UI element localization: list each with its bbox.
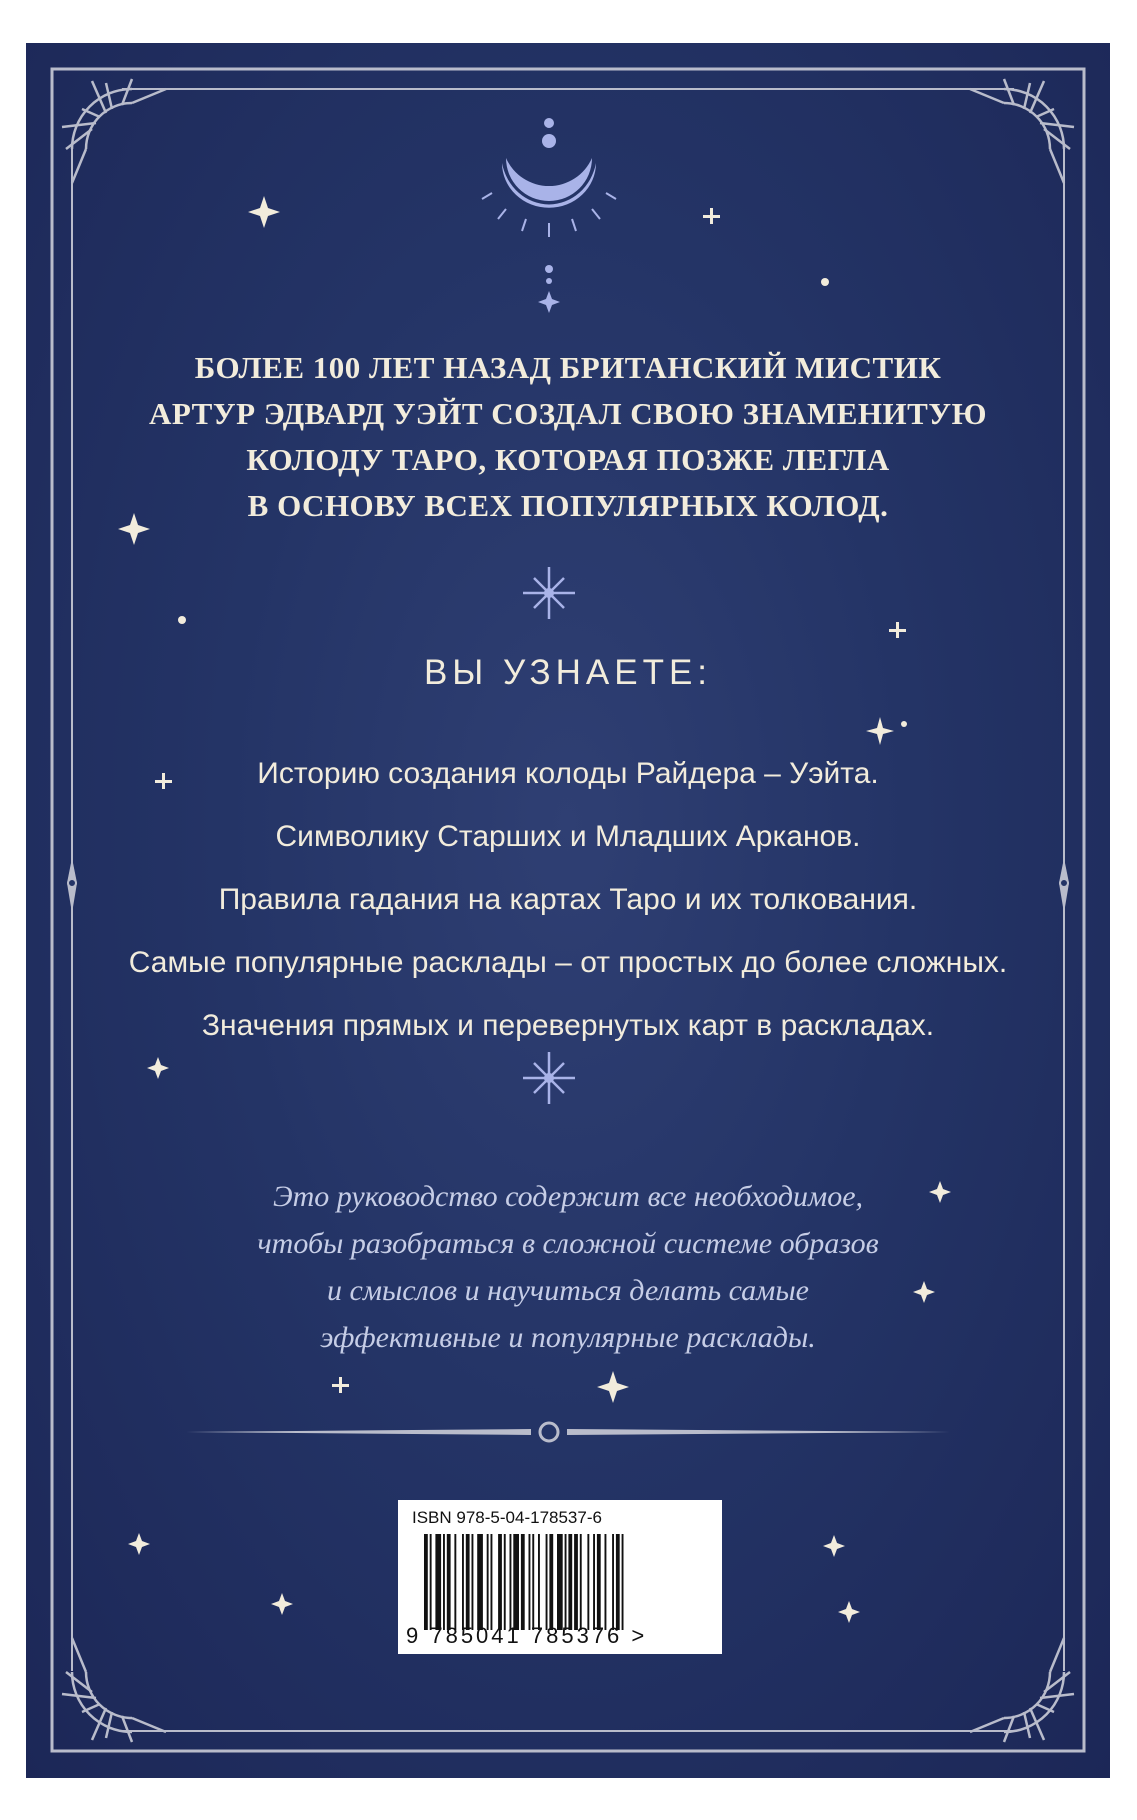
barcode-bar: [612, 1534, 614, 1630]
outro-paragraph: [26, 1173, 1110, 1361]
barcode-digits: 9 785041 785376 >: [406, 1623, 648, 1648]
corner-sunburst-bottom-right: [970, 1638, 1074, 1742]
book-back-cover: [26, 43, 1110, 1778]
divider-ornament: [186, 1423, 950, 1441]
list-item: Правила гадания на картах Таро и их толкования.: [218, 883, 918, 916]
section-heading: ВЫ УЗНАЕТЕ:: [423, 653, 713, 692]
barcode-bar: [491, 1534, 493, 1630]
corner-sunburst-top-right: [970, 79, 1074, 183]
outro-line: чтобы разобраться в сложной системе образов: [257, 1227, 879, 1260]
sparkle-star-icon: [597, 1371, 629, 1403]
barcode-bar: [546, 1534, 548, 1630]
barcode-bar: [443, 1534, 445, 1630]
barcode-bar: [622, 1534, 624, 1630]
list-item: Историю создания колоды Райдера – Уэйта.: [257, 757, 879, 790]
barcode-bar: [574, 1534, 578, 1630]
list-item: Самые популярные расклады – от простых до более сложных.: [128, 946, 1008, 979]
sparkle-star-icon: [866, 717, 894, 745]
dot-star-icon: [901, 721, 907, 727]
intro-line: АРТУР ЭДВАРД УЭЙТ СОЗДАЛ СВОЮ ЗНАМЕНИТУЮ: [148, 396, 987, 431]
outro-line: эффективные и популярные расклады.: [320, 1321, 816, 1354]
barcode-bar: [529, 1534, 531, 1630]
sparkle-star-icon: [248, 196, 280, 228]
corner-sunburst-bottom-left: [62, 1638, 166, 1742]
barcode-bar: [549, 1534, 553, 1630]
barcode-bar: [568, 1534, 572, 1630]
barcode-bar: [447, 1534, 451, 1630]
barcode-bar: [510, 1534, 512, 1630]
barcode-bar: [597, 1534, 601, 1630]
barcode-icon: [424, 1534, 694, 1630]
intro-paragraph: [26, 345, 1110, 529]
intro-line: БОЛЕЕ 100 ЛЕТ НАЗАД БРИТАНСКИЙ МИСТИК: [194, 350, 942, 385]
sparkle-star-icon: [823, 1535, 845, 1557]
barcode-bar: [532, 1534, 534, 1630]
topics-list: [26, 757, 1110, 1072]
barcode-bar: [472, 1534, 474, 1630]
barcode-bar: [616, 1534, 620, 1630]
dot-star-icon: [178, 616, 186, 624]
outro-line: Это руководство содержит все необходимое,: [272, 1180, 864, 1213]
plus-star-icon: [332, 1384, 349, 1387]
plus-star-icon: [703, 215, 720, 218]
barcode-bar: [580, 1534, 582, 1630]
barcode-bar: [435, 1534, 441, 1630]
barcode-bar: [593, 1534, 595, 1630]
dot-star-icon: [821, 278, 829, 286]
sparkle-star-icon: [838, 1601, 860, 1623]
barcode-bar: [477, 1534, 483, 1630]
barcode-bar: [466, 1534, 470, 1630]
barcode-bar: [557, 1534, 563, 1630]
barcode-bar: [521, 1534, 525, 1630]
barcode-bar: [487, 1534, 489, 1630]
barcode-bar: [565, 1534, 567, 1630]
barcode-label: [398, 1500, 722, 1654]
crescent-moon-icon: [482, 118, 616, 313]
barcode-bar: [504, 1534, 506, 1630]
plus-star-icon: [889, 629, 906, 632]
barcode-bar: [538, 1534, 540, 1630]
isbn-text: ISBN 978-5-04-178537-6: [412, 1508, 602, 1527]
barcode-bar: [454, 1534, 456, 1630]
barcode-bar: [430, 1534, 432, 1630]
barcode-bar: [605, 1534, 607, 1630]
list-item: Значения прямых и перевернутых карт в раскладах.: [201, 1009, 935, 1042]
intro-line: КОЛОДУ ТАРО, КОТОРАЯ ПОЗЖЕ ЛЕГЛА: [246, 442, 890, 477]
sparkle-star-icon: [128, 1533, 150, 1555]
barcode-bar: [424, 1534, 428, 1630]
compass-star-icon: [523, 567, 575, 619]
corner-sunburst-top-left: [62, 79, 166, 183]
barcode-bar: [462, 1534, 464, 1630]
barcode-bar: [587, 1534, 589, 1630]
list-item: Символику Старших и Младших Арканов.: [275, 820, 861, 853]
sparkle-star-icon: [271, 1593, 293, 1615]
outro-line: и смыслов и научиться делать самые: [327, 1274, 809, 1307]
barcode-bar: [498, 1534, 502, 1630]
barcode-bar: [513, 1534, 519, 1630]
intro-line: В ОСНОВУ ВСЕХ ПОПУЛЯРНЫХ КОЛОД.: [247, 488, 889, 523]
